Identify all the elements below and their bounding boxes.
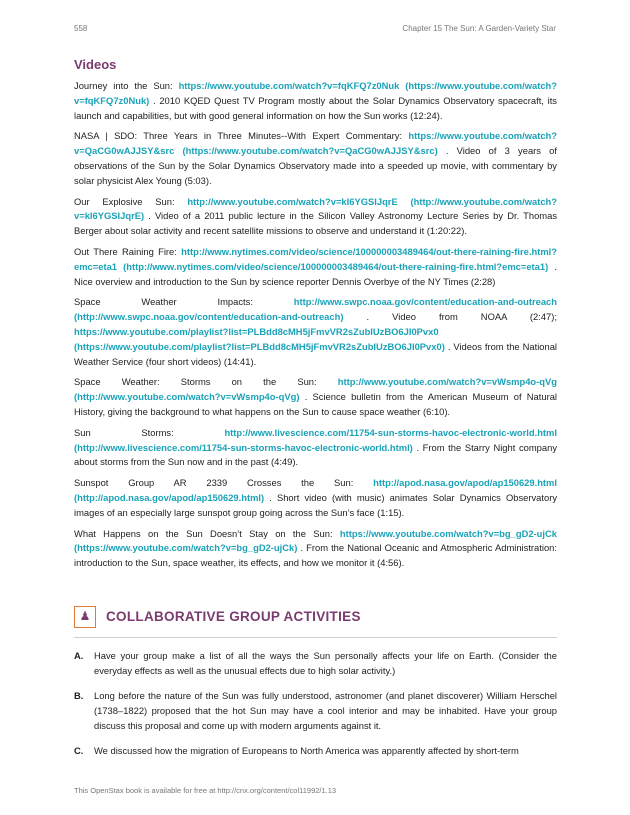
video-entry <box>74 245 557 289</box>
video-link[interactable]: https://www.youtube.com/watch?v=bg_gD2-ujCk <box>339 527 557 539</box>
video-description: . Video of 3 years of observations of the Sun by the Solar Dynamics Observatory made into a speeded up movie, with commentary by solar physicist Alex Young (5:03). <box>74 145 557 186</box>
chapter-title: Chapter 15 The Sun: A Garden-Variety Star <box>402 24 556 33</box>
video-title: Space Weather: Storms on the Sun: <box>74 376 317 388</box>
video-description: . From the National Oceanic and Atmospheric Administration: introduction to the Sun, space weather, its effects, and how we monitor it (4:56). <box>74 542 557 569</box>
video-link[interactable]: https://www.youtube.com/playlist?list=PLBdd8cMH5jFmvVR2sZubIUzBO6JI0Pvx0 <box>74 325 439 337</box>
activity-text: Long before the nature of the Sun was fully understood, astronomer (and planet discoverer) William Herschel (1738–1822) proposed that the hot Sun may have a cool interior and may be inhabited. Have your group discuss this proposal and come up with modern arguments against it. <box>94 690 557 731</box>
video-description: . 2010 KQED Quest TV Program mostly about the Solar Dynamics Observatory spacecraft, its launch and capabilities, but with good general information on how the Sun works (12:24). <box>74 94 557 121</box>
video-entry <box>74 295 557 369</box>
activity-text: Have your group make a list of all the ways the Sun personally affects your life on Earth. (Consider the everyday effects as well as the unusual effects due to high solar activity.) <box>94 650 557 676</box>
video-entry <box>74 476 557 520</box>
video-title: Our Explosive Sun: <box>74 195 175 207</box>
video-link-paren[interactable]: (https://www.youtube.com/watch?v=QaCG0wAJJSY&src) <box>182 145 438 157</box>
video-title: Journey into the Sun: <box>74 80 173 91</box>
video-link-paren[interactable]: (http://www.youtube.com/watch?v=kI6YGSIJqrE) <box>74 195 557 222</box>
activity-letter: B. <box>74 690 84 701</box>
video-description: . Videos from the National Weather Service (four short videos) (14:41). <box>74 340 557 367</box>
video-description: . Video from NOAA (2:47); <box>366 311 557 323</box>
activity-letter: A. <box>74 650 84 661</box>
video-title: Out There Raining Fire: <box>74 245 177 257</box>
video-link-paren[interactable]: (http://www.swpc.noaa.gov/content/education-and-outreach) <box>74 311 344 323</box>
video-entry <box>74 79 557 123</box>
video-title: Space Weather Impacts: <box>74 296 253 308</box>
video-title: Sunspot Group AR 2339 Crosses the Sun: <box>74 477 354 489</box>
video-title: What Happens on the Sun Doesn’t Stay on the Sun: <box>74 527 333 539</box>
videos-section <box>74 57 557 577</box>
group-icon: ♟ <box>74 606 96 628</box>
section-title: COLLABORATIVE GROUP ACTIVITIES <box>106 609 361 624</box>
video-description: . Nice overview and introduction to the Sun by science reporter Dennis Overbye of the NY Times (2:28) <box>74 260 557 287</box>
activity-item <box>74 648 557 678</box>
video-link[interactable]: http://www.youtube.com/watch?v=kI6YGSIJqrE <box>187 195 398 207</box>
video-description: . Short video (with music) animates Solar Dynamics Observatory images of an especially large sunspot group going across the Sun’s face (1:15). <box>74 491 558 518</box>
page-number: 558 <box>74 24 88 33</box>
video-entry <box>74 527 557 571</box>
video-description: . Video of a 2011 public lecture in the Silicon Valley Astronomy Lecture Series by Dr. Thomas Berger about solar activity and recent satellite missions to observe and understand it (1:20:22). <box>74 210 558 237</box>
video-link[interactable]: http://www.nytimes.com/video/science/100000003489464/out-there-raining-fire.html?emc=eta1 <box>74 245 557 272</box>
video-title: NASA | SDO: Three Years in Three Minutes--With Expert Commentary: <box>74 130 403 142</box>
video-link[interactable]: https://www.youtube.com/watch?v=fqKFQ7z0Nuk <box>178 80 400 91</box>
activity-list <box>74 648 557 768</box>
video-description: . Science bulletin from the American Museum of Natural History, giving the background to what happens on the Sun to cause space weather (6:10). <box>74 391 557 417</box>
video-description: . From the Starry Night company about storms from the Sun now and in the past (4:49). <box>74 441 558 468</box>
video-link-paren[interactable]: (http://www.nytimes.com/video/science/100000003489464/out-there-raining-fire.html?emc=eta1) <box>123 260 549 272</box>
videos-heading: Videos <box>74 57 117 72</box>
video-link-paren[interactable]: (https://www.youtube.com/watch?v=bg_gD2-ujCk) <box>74 542 298 554</box>
video-link[interactable]: http://apod.nasa.gov/apod/ap150629.html <box>373 477 557 489</box>
video-title: Sun Storms: <box>74 426 174 438</box>
page-footer: This OpenStax book is available for free at http://cnx.org/content/col11992/1.13 <box>74 786 337 795</box>
video-entry <box>74 426 557 470</box>
activity-text: We discussed how the migration of Europeans to North America was apparently affected by short-term <box>94 745 519 756</box>
video-link[interactable]: http://www.livescience.com/11754-sun-storms-havoc-electronic-world.html <box>224 426 557 438</box>
video-entry <box>74 375 557 419</box>
video-link[interactable]: https://www.youtube.com/watch?v=QaCG0wAJJSY&src <box>74 130 557 157</box>
divider <box>74 637 557 638</box>
page-header <box>74 24 556 36</box>
activity-item <box>74 743 557 758</box>
video-link[interactable]: http://www.swpc.noaa.gov/content/education-and-outreach <box>293 296 558 308</box>
video-link-paren[interactable]: (http://www.livescience.com/11754-sun-storms-havoc-electronic-world.html) <box>74 441 413 453</box>
video-link-paren[interactable]: (https://www.youtube.com/playlist?list=PLBdd8cMH5jFmvVR2sZubIUzBO6JI0Pvx0) <box>74 340 445 352</box>
video-entry <box>74 129 557 188</box>
collaborative-activities-header <box>74 606 557 634</box>
activity-letter: C. <box>74 745 84 756</box>
video-link-paren[interactable]: (http://www.youtube.com/watch?v=vWsmp4o-qVg) <box>74 391 300 403</box>
activity-item <box>74 688 557 733</box>
video-link-paren[interactable]: (https://www.youtube.com/watch?v=fqKFQ7z0Nuk) <box>74 80 558 106</box>
video-link-paren[interactable]: (http://apod.nasa.gov/apod/ap150629.html) <box>74 491 265 503</box>
video-entry <box>74 195 557 239</box>
video-link[interactable]: http://www.youtube.com/watch?v=vWsmp4o-qVg <box>337 376 557 388</box>
